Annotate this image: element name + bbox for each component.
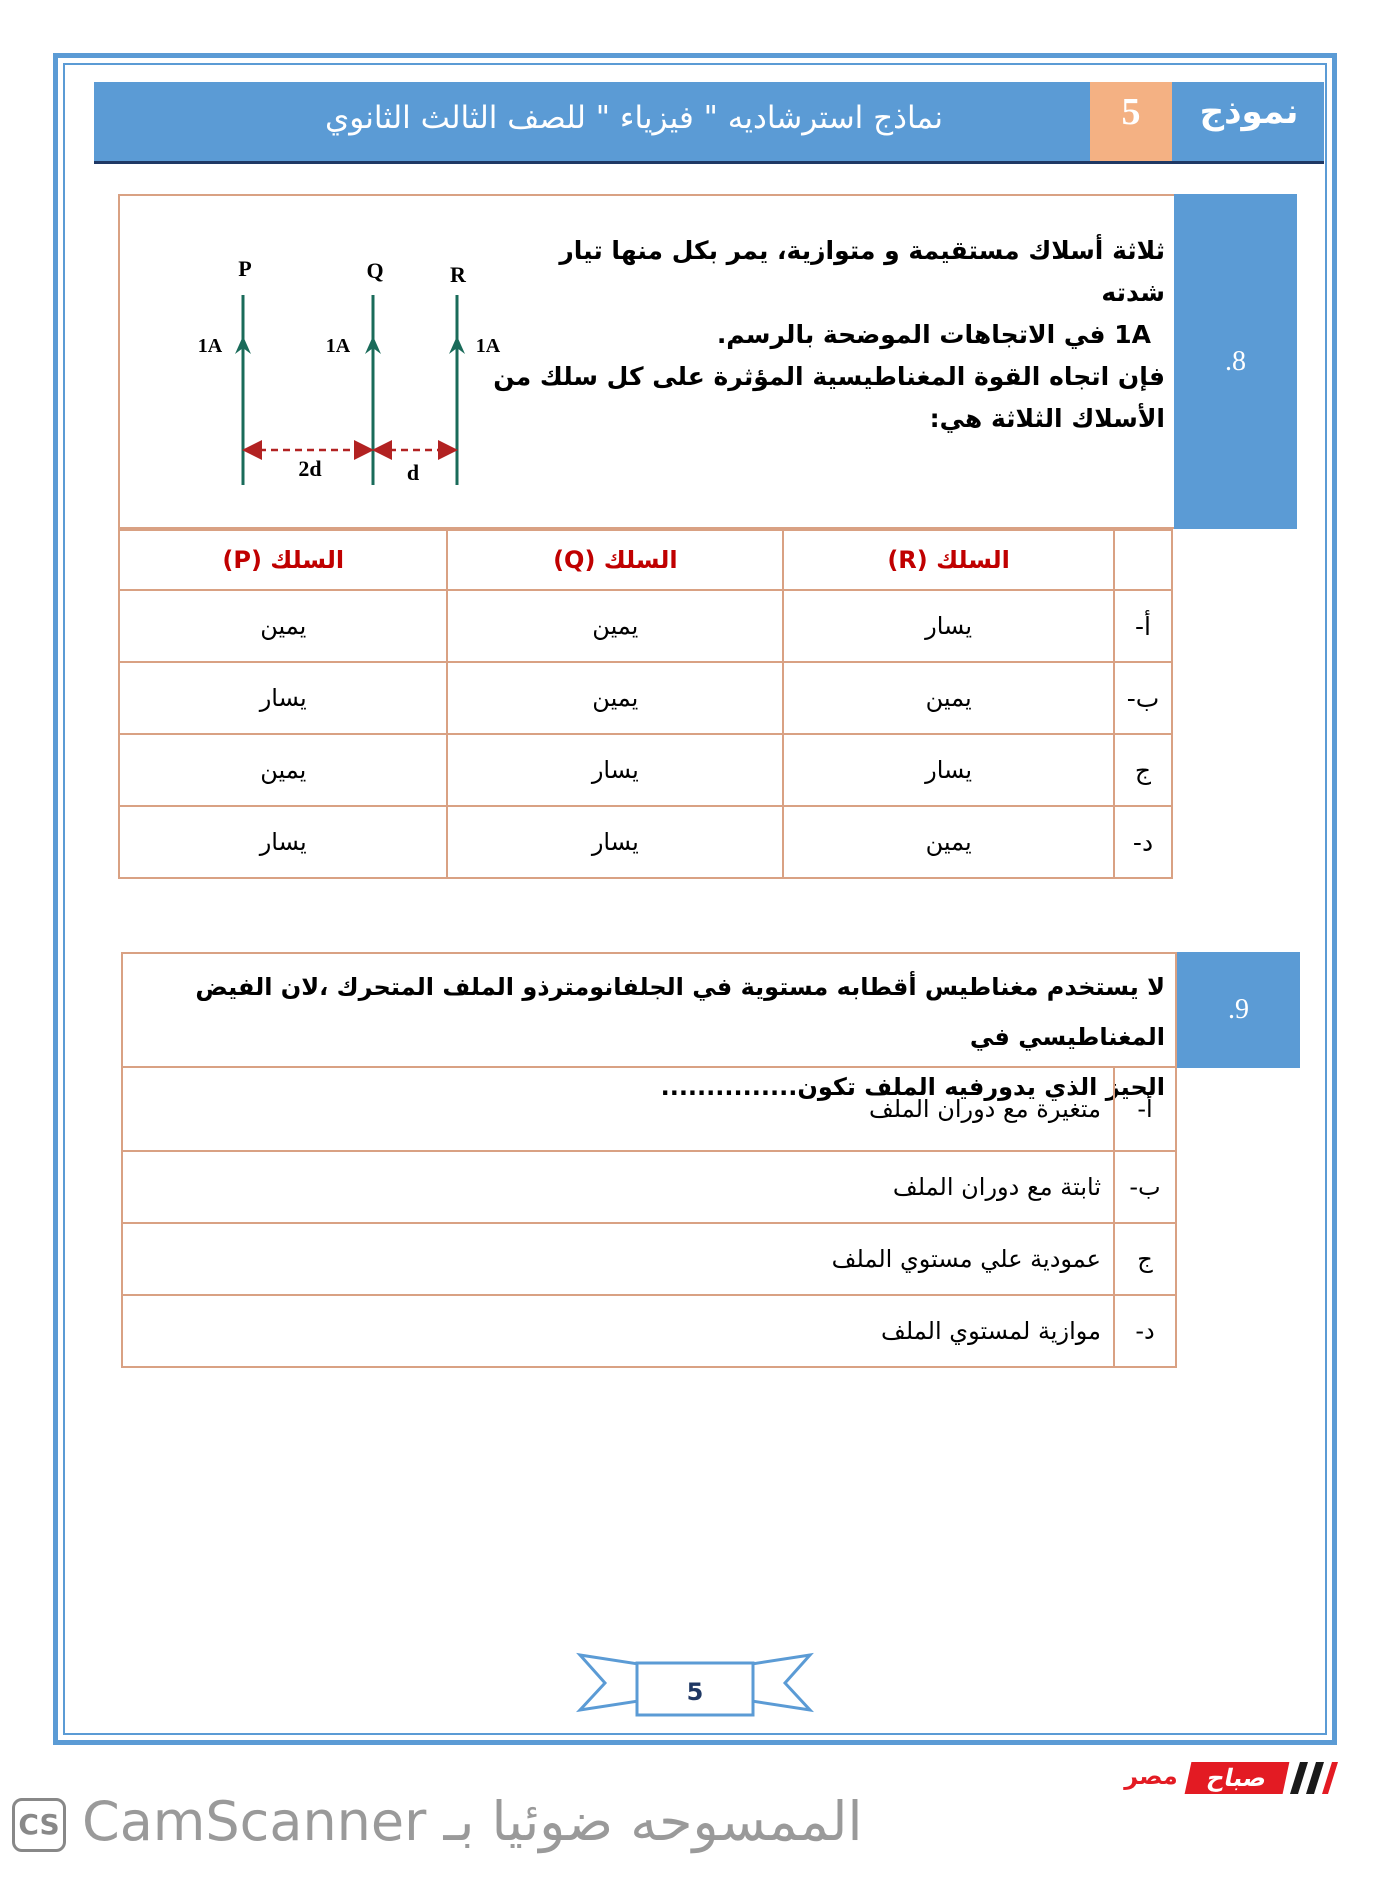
table-cell: يمين	[119, 734, 447, 806]
table-header-wire-r: السلك (R)	[783, 530, 1114, 590]
question-8-line: 1A في الاتجاهات الموضحة بالرسم.	[716, 320, 1151, 349]
option-row-b[interactable]	[122, 1151, 1176, 1223]
option-letter: ج	[1114, 734, 1172, 806]
current-label-r: 1A	[475, 335, 501, 357]
question-8-number: .8	[1174, 194, 1297, 529]
option-letter: أ-	[1114, 590, 1172, 662]
option-text: متغيرة مع دوران الملف	[122, 1067, 1114, 1151]
camscanner-watermark	[12, 1790, 912, 1860]
wire-label-p: P	[238, 256, 252, 281]
table-cell: يسار	[119, 662, 447, 734]
table-header-empty	[1114, 530, 1172, 590]
question-9-line: الحيز الذي يدورفيه الملف تكون...............	[660, 1073, 1165, 1101]
table-row-option-c[interactable]	[119, 734, 1172, 806]
table-cell: يسار	[783, 590, 1114, 662]
option-row-c[interactable]	[122, 1223, 1176, 1295]
page-number-ribbon	[575, 1645, 815, 1725]
wires-diagram	[185, 250, 515, 500]
question-9-line: لا يستخدم مغناطيس أقطابه مستوية في الجلفانومترذو الملف المتحرك ،لان الفيض المغناطيسي في	[195, 973, 1165, 1051]
question-8-line: الأسلاك الثلاثة هي:	[929, 404, 1165, 433]
table-header-wire-p: السلك (P)	[119, 530, 447, 590]
option-letter: ج	[1114, 1223, 1176, 1295]
option-letter: ب-	[1114, 662, 1172, 734]
option-text: موازية لمستوي الملف	[122, 1295, 1114, 1367]
brand-sub: مصر	[1124, 1762, 1178, 1790]
question-9-number: .9	[1177, 952, 1300, 1068]
table-row-option-a[interactable]	[119, 590, 1172, 662]
camscanner-logo-icon: CS	[12, 1798, 66, 1852]
table-cell: يمين	[119, 590, 447, 662]
table-row-option-b[interactable]	[119, 662, 1172, 734]
ribbon-left-tail-icon	[580, 1655, 645, 1710]
question-8-line: ثلاثة أسلاك مستقيمة و متوازية، يمر بكل منها تيار شدته	[559, 236, 1165, 307]
header-model-number: 5	[1090, 82, 1172, 161]
brand-slashes-icon	[1286, 1758, 1340, 1798]
table-header-row	[119, 530, 1172, 590]
option-text: ثابتة مع دوران الملف	[122, 1151, 1114, 1223]
table-cell: يسار	[447, 734, 783, 806]
table-header-wire-q: السلك (Q)	[447, 530, 783, 590]
question-8-text	[490, 230, 1165, 440]
table-cell: يسار	[119, 806, 447, 878]
wire-label-q: Q	[366, 258, 384, 283]
spacing-label-d: d	[406, 460, 420, 485]
table-row-option-d[interactable]	[119, 806, 1172, 878]
option-row-a[interactable]	[122, 1067, 1176, 1151]
question-8-line: فإن اتجاه القوة المغناطيسية المؤثرة على كل سلك من	[493, 362, 1165, 391]
spacing-label-2d: 2d	[298, 456, 322, 481]
brand-logo	[1118, 1758, 1340, 1798]
option-letter: أ-	[1114, 1067, 1176, 1151]
page-number: 5	[686, 1678, 704, 1706]
table-cell: يمين	[447, 590, 783, 662]
question-9-options-table	[121, 1066, 1177, 1368]
table-cell: يمين	[447, 662, 783, 734]
ribbon-right-tail-icon	[745, 1655, 810, 1710]
option-letter: د-	[1114, 806, 1172, 878]
wire-label-r: R	[450, 262, 466, 287]
table-cell: يمين	[783, 662, 1114, 734]
option-row-d[interactable]	[122, 1295, 1176, 1367]
header-title: نماذج استرشاديه " فيزياء " للصف الثالث الثانوي	[325, 100, 943, 136]
brand-name: صباح	[1185, 1762, 1290, 1794]
header-model-label: نموذج	[1199, 92, 1299, 132]
table-cell: يسار	[447, 806, 783, 878]
option-letter: ب-	[1114, 1151, 1176, 1223]
current-label-q: 1A	[325, 335, 351, 357]
table-cell: يسار	[783, 734, 1114, 806]
current-label-p: 1A	[197, 335, 223, 357]
table-cell: يمين	[783, 806, 1114, 878]
option-letter: د-	[1114, 1295, 1176, 1367]
page-header	[94, 82, 1324, 164]
question-8-answer-table	[118, 529, 1173, 879]
option-text: عمودية علي مستوي الملف	[122, 1223, 1114, 1295]
watermark-text: الممسوحه ضوئيا بـ CamScanner	[82, 1790, 863, 1853]
